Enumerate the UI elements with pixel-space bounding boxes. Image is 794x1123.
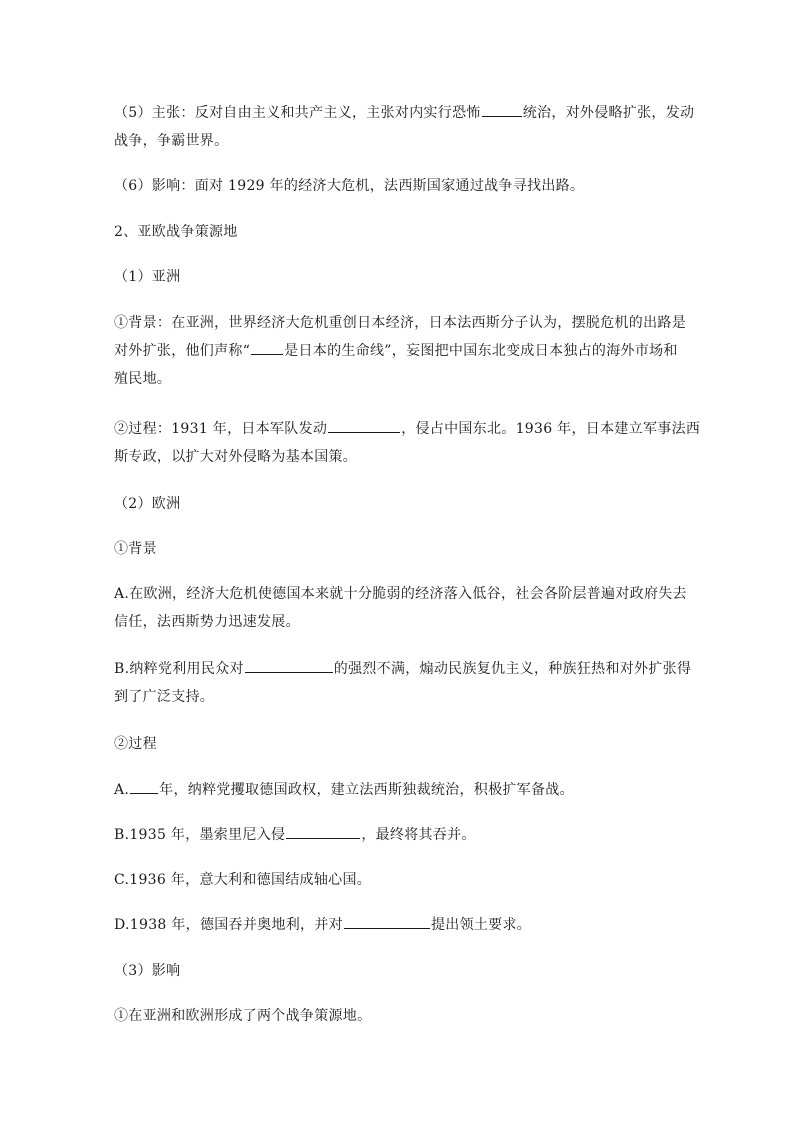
fill-in-blank: [328, 418, 400, 433]
fill-in-blank: [286, 824, 360, 839]
heading-europe-process: ②过程: [114, 736, 157, 752]
text-line: 斯专政，以扩大对外侵略为基本国策。: [114, 449, 358, 465]
paragraph-claims: [114, 99, 694, 155]
heading-asia: （1）亚洲: [114, 269, 181, 285]
paragraph-europe-b: [114, 655, 694, 711]
fill-in-blank: [130, 779, 158, 794]
text-fragment: D.1938 年，德国吞并奥地利，并对: [114, 917, 343, 933]
text-fragment: （5）主张：反对自由主义和共产主义，主张对内实行恐怖: [114, 105, 481, 121]
text-fragment: A.: [114, 782, 130, 798]
text-line: 到了广泛支持。: [114, 689, 215, 705]
heading-war-sources: 2、亚欧战争策源地: [114, 224, 238, 240]
paragraph-europe-process-a: [114, 776, 694, 804]
paragraph-europe-process-c: C.1936 年，意大利和德国结成轴心国。: [114, 872, 372, 888]
text-line: 信任，法西斯势力迅速发展。: [114, 614, 300, 630]
fill-in-blank: [482, 102, 522, 117]
text-fragment: ，侵占中国东北。1936 年，日本建立军事法西: [401, 421, 701, 437]
text-fragment: 对外扩张，他们声称“: [114, 343, 251, 359]
text-fragment: 年，纳粹党攫取德国政权，建立法西斯独裁统治，积极扩军备战。: [159, 782, 574, 798]
text-fragment: 提出领土要求。: [430, 917, 532, 933]
heading-europe: （2）欧洲: [114, 496, 181, 512]
paragraph-impact: （6）影响：面对 1929 年的经济大危机，法西斯国家通过战争寻找出路。: [114, 178, 585, 194]
text-line: ①背景：在亚洲，世界经济大危机重创日本经济，日本法西斯分子认为，摆脱危机的出路是: [114, 315, 686, 331]
text-line: [114, 655, 694, 683]
paragraph-europe-process-d: [114, 911, 694, 939]
paragraph-europe-a: [114, 580, 694, 636]
text-line: [114, 337, 694, 365]
fill-in-blank: [251, 340, 283, 355]
text-fragment: ②过程：1931 年，日本军队发动: [114, 421, 328, 437]
text-line: 战争，争霸世界。: [114, 133, 229, 149]
text-fragment: 统治，对外侵略扩张，发动: [522, 105, 695, 121]
text-fragment: B.纳粹党利用民众对: [114, 661, 244, 677]
text-line: [114, 415, 701, 443]
paragraph-impact-1: ①在亚洲和欧洲形成了两个战争策源地。: [114, 1008, 372, 1024]
text-fragment: 是日本的生命线”，妄图把中国东北变成日本独占的海外市场和: [284, 343, 678, 359]
text-fragment: 的强烈不满，煽动民族复仇主义，种族狂热和对外扩张得: [333, 661, 692, 677]
paragraph-europe-process-b: [114, 821, 694, 849]
text-fragment: ，最终将其吞并。: [361, 827, 476, 843]
heading-impact: （3）影响: [114, 963, 181, 979]
text-line: 殖民地。: [114, 371, 172, 387]
text-fragment: B.1935 年，墨索里尼入侵: [114, 827, 286, 843]
heading-europe-background: ①背景: [114, 541, 157, 557]
text-line: [114, 99, 694, 127]
fill-in-blank: [344, 914, 430, 929]
paragraph-asia-process: [114, 415, 701, 471]
text-line: A.在欧洲，经济大危机使德国本来就十分脆弱的经济落入低谷，社会各阶层普遍对政府失去: [114, 586, 687, 602]
paragraph-asia-background: [114, 309, 694, 393]
fill-in-blank: [245, 658, 333, 673]
